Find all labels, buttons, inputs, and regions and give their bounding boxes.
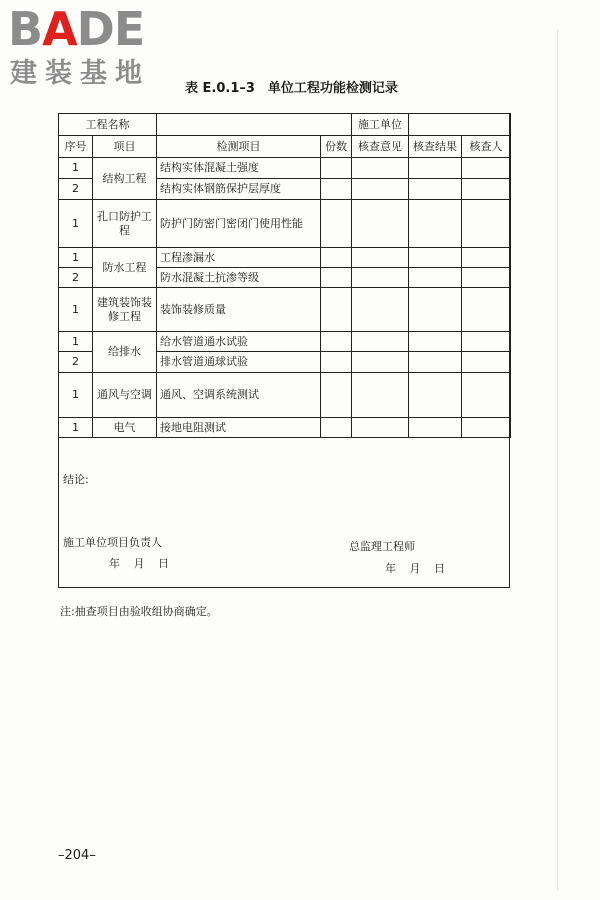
contractor-signature-label: 施工单位项目负责人 — [63, 536, 162, 549]
row-opinion-cell[interactable] — [352, 288, 409, 332]
table-row — [59, 248, 511, 268]
row-seq: 2 — [59, 268, 93, 288]
table-row — [59, 332, 511, 352]
row-copies-cell[interactable] — [321, 200, 352, 248]
row-opinion-cell[interactable] — [352, 268, 409, 288]
footnote: 注:抽查项目由验收组协商确定。 — [60, 605, 218, 618]
col-check-item: 检测项目 — [157, 136, 321, 158]
row-seq: 2 — [59, 179, 93, 200]
contractor-field[interactable] — [409, 114, 511, 136]
row-result-cell[interactable] — [409, 288, 462, 332]
row-result-cell[interactable] — [409, 200, 462, 248]
row-seq: 1 — [59, 373, 93, 418]
row-check-item: 结构实体钢筋保护层厚度 — [157, 179, 321, 200]
supervisor-signature-label: 总监理工程师 — [349, 540, 415, 553]
row-opinion-cell[interactable] — [352, 418, 409, 438]
row-copies-cell[interactable] — [321, 268, 352, 288]
row-copies-cell[interactable] — [321, 418, 352, 438]
row-group-name: 通风与空调 — [93, 373, 157, 418]
row-copies-cell[interactable] — [321, 288, 352, 332]
row-group-name: 孔口防护工程 — [93, 200, 157, 248]
row-seq: 1 — [59, 158, 93, 179]
page-number: –204– — [58, 848, 96, 863]
row-seq: 2 — [59, 352, 93, 373]
row-checker-cell[interactable] — [462, 288, 511, 332]
row-seq: 1 — [59, 248, 93, 268]
table-title: 表 E.0.1–3 单位工程功能检测记录 — [185, 81, 398, 96]
row-seq: 1 — [59, 288, 93, 332]
row-checker-cell[interactable] — [462, 373, 511, 418]
row-checker-cell[interactable] — [462, 268, 511, 288]
row-result-cell[interactable] — [409, 352, 462, 373]
row-copies-cell[interactable] — [321, 248, 352, 268]
header-row-project — [59, 114, 511, 136]
row-result-cell[interactable] — [409, 248, 462, 268]
row-result-cell[interactable] — [409, 418, 462, 438]
row-checker-cell[interactable] — [462, 158, 511, 179]
row-opinion-cell[interactable] — [352, 373, 409, 418]
row-result-cell[interactable] — [409, 373, 462, 418]
row-result-cell[interactable] — [409, 158, 462, 179]
col-item: 项目 — [93, 136, 157, 158]
table-row — [59, 418, 511, 438]
col-result: 核查结果 — [409, 136, 462, 158]
conclusion-label: 结论: — [63, 473, 89, 486]
row-copies-cell[interactable] — [321, 158, 352, 179]
row-check-item: 防护门防密门密闭门使用性能 — [157, 200, 321, 248]
scan-edge-line — [557, 30, 558, 890]
row-result-cell[interactable] — [409, 332, 462, 352]
col-opinion: 核查意见 — [352, 136, 409, 158]
bade-logo — [8, 4, 178, 90]
row-opinion-cell[interactable] — [352, 200, 409, 248]
row-opinion-cell[interactable] — [352, 248, 409, 268]
row-checker-cell[interactable] — [462, 248, 511, 268]
row-checker-cell[interactable] — [462, 332, 511, 352]
row-checker-cell[interactable] — [462, 418, 511, 438]
row-check-item: 通风、空调系统测试 — [157, 373, 321, 418]
row-copies-cell[interactable] — [321, 352, 352, 373]
row-opinion-cell[interactable] — [352, 179, 409, 200]
row-copies-cell[interactable] — [321, 332, 352, 352]
table-row — [59, 158, 511, 179]
col-copies: 份数 — [321, 136, 352, 158]
row-check-item: 接地电阻测试 — [157, 418, 321, 438]
row-opinion-cell[interactable] — [352, 158, 409, 179]
logo-subtitle: 建装基地 — [10, 58, 150, 89]
row-seq: 1 — [59, 200, 93, 248]
row-group-name: 结构工程 — [93, 158, 157, 200]
row-copies-cell[interactable] — [321, 179, 352, 200]
project-name-field[interactable] — [157, 114, 352, 136]
row-opinion-cell[interactable] — [352, 352, 409, 373]
row-group-name: 防水工程 — [93, 248, 157, 288]
row-group-name: 建筑装饰装修工程 — [93, 288, 157, 332]
row-check-item: 排水管道通球试验 — [157, 352, 321, 373]
row-check-item: 装饰装修质量 — [157, 288, 321, 332]
supervisor-signature-date: 年 月 日 — [385, 562, 445, 575]
logo-wordmark: BADE — [8, 2, 145, 56]
col-seq: 序号 — [59, 136, 93, 158]
row-group-name: 给排水 — [93, 332, 157, 373]
inspection-table — [58, 113, 511, 438]
table-row — [59, 373, 511, 418]
table-row — [59, 288, 511, 332]
table-row — [59, 200, 511, 248]
row-check-item: 给水管道通水试验 — [157, 332, 321, 352]
column-header-row — [59, 136, 511, 158]
contractor-signature-date: 年 月 日 — [109, 557, 169, 570]
contractor-label: 施工单位 — [352, 114, 409, 136]
row-checker-cell[interactable] — [462, 352, 511, 373]
row-check-item: 结构实体混凝土强度 — [157, 158, 321, 179]
project-name-label: 工程名称 — [59, 114, 157, 136]
row-check-item: 工程渗漏水 — [157, 248, 321, 268]
row-check-item: 防水混凝土抗渗等级 — [157, 268, 321, 288]
inspection-form — [58, 113, 510, 588]
row-opinion-cell[interactable] — [352, 332, 409, 352]
row-result-cell[interactable] — [409, 179, 462, 200]
row-copies-cell[interactable] — [321, 373, 352, 418]
row-group-name: 电气 — [93, 418, 157, 438]
row-checker-cell[interactable] — [462, 179, 511, 200]
col-checker: 核查人 — [462, 136, 511, 158]
row-seq: 1 — [59, 418, 93, 438]
row-seq: 1 — [59, 332, 93, 352]
row-checker-cell[interactable] — [462, 200, 511, 248]
row-result-cell[interactable] — [409, 268, 462, 288]
